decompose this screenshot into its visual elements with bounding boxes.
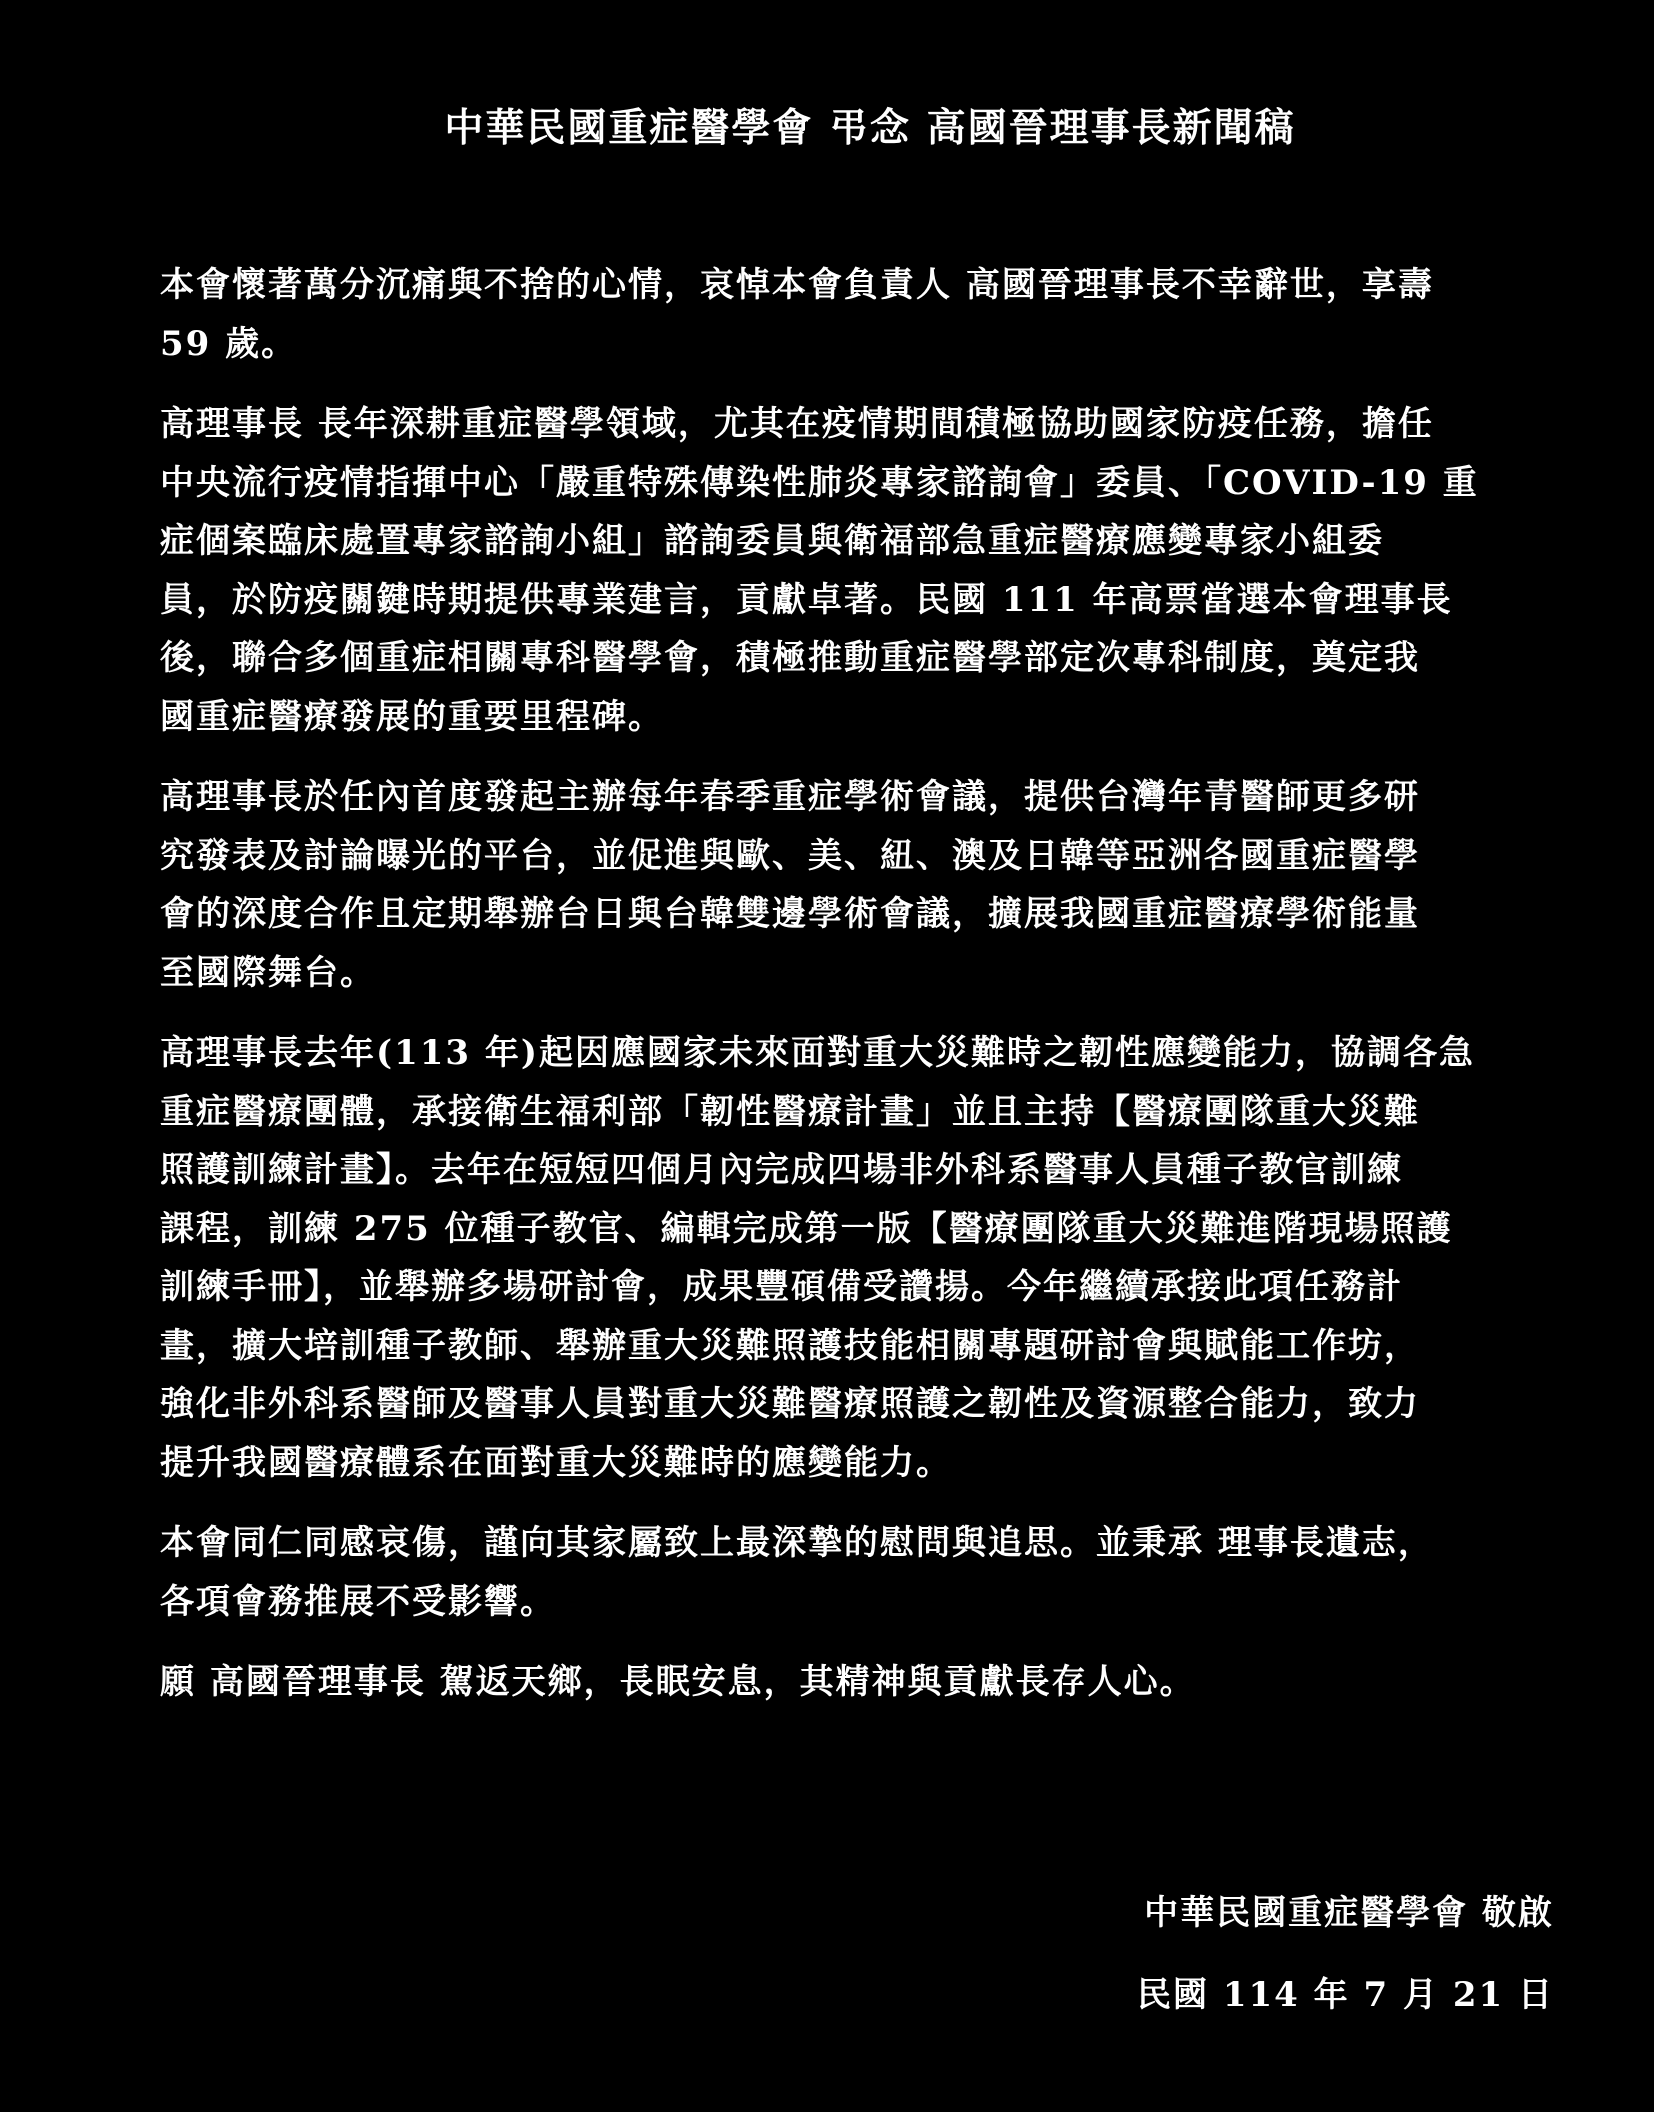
text-line: 提升我國醫療體系在面對重大災難時的應變能力。 [160,1442,952,1483]
text-line: 後，聯合多個重症相關專科醫學會，積極推動重症醫學部定次專科制度，奠定我 [160,638,1420,678]
text-line: 本會同仁同感哀傷，謹向其家屬致上最深摯的慰問與追思。並秉承 理事長遺志， [160,1523,1434,1563]
signature: 中華民國重症醫學會 敬啟 [1144,1893,1554,1933]
paragraph-career [160,395,1560,746]
text-line: 各項會務推展不受影響。 [160,1581,556,1622]
text-line: 本會懷著萬分沉痛與不捨的心情，哀悼本會負責人 高國晉理事長不幸辭世，享壽 [160,265,1434,305]
text-line: 症個案臨床處置專家諮詢小組」諮詢委員與衛福部急重症醫療應變專家小組委 [160,521,1384,561]
text-line: 59 歲。 [160,323,298,364]
text-line: 高理事長去年(113 年)起因應國家未來面對重大災難時之韌性應變能力，協調各急 [160,1033,1475,1073]
text-line: 強化非外科系醫師及醫事人員對重大災難醫療照護之韌性及資源整合能力，致力 [160,1384,1420,1424]
text-line: 訓練手冊】，並舉辦多場研討會，成果豐碩備受讚揚。今年繼續承接此項任務計 [160,1267,1403,1307]
text-line: 員，於防疫關鍵時期提供專業建言，貢獻卓著。民國 111 年高票當選本會理事長 [160,579,1453,620]
text-line: 高理事長 長年深耕重症醫學領域，尤其在疫情期間積極協助國家防疫任務，擔任 [160,404,1434,444]
paragraph-sympathy [160,1514,1560,1631]
text-line: 國重症醫療發展的重要里程碑。 [160,696,664,737]
document-body [160,256,1560,1734]
text-line: 至國際舞台。 [160,952,376,993]
text-line: 照護訓練計畫】。去年在短短四個月內完成四場非外科系醫事人員種子教官訓練 [160,1150,1403,1190]
text-line: 重症醫療團體，承接衛生福利部「韌性醫療計畫」並且主持【醫療團隊重大災難 [160,1091,1420,1132]
document-date: 民國 114 年 7 月 21 日 [1137,1975,1554,2015]
paragraph-resilience [160,1024,1560,1492]
paragraph-condolence [160,256,1560,373]
paragraph-farewell [160,1653,1560,1712]
paragraph-academic [160,768,1560,1002]
text-line: 課程，訓練 275 位種子教官、編輯完成第一版【醫療團隊重大災難進階現場照護 [160,1208,1453,1249]
text-line: 高理事長於任內首度發起主辦每年春季重症學術會議，提供台灣年青醫師更多研 [160,777,1420,817]
document-title: 中華民國重症醫學會 弔念 高國晉理事長新聞稿 [444,105,1296,151]
text-line: 畫，擴大培訓種子教師、舉辦重大災難照護技能相關專題研討會與賦能工作坊， [160,1325,1420,1366]
text-line: 會的深度合作且定期舉辦台日與台韓雙邊學術會議，擴展我國重症醫療學術能量 [160,894,1420,934]
text-line: 中央流行疫情指揮中心「嚴重特殊傳染性肺炎專家諮詢會」委員、「COVID-19 重 [160,462,1479,503]
text-line: 究發表及討論曝光的平台，並促進與歐、美、紐、澳及日韓等亞洲各國重症醫學 [160,835,1420,876]
text-line: 願 高國晉理事長 駕返天鄉，長眠安息，其精神與貢獻長存人心。 [160,1662,1196,1702]
